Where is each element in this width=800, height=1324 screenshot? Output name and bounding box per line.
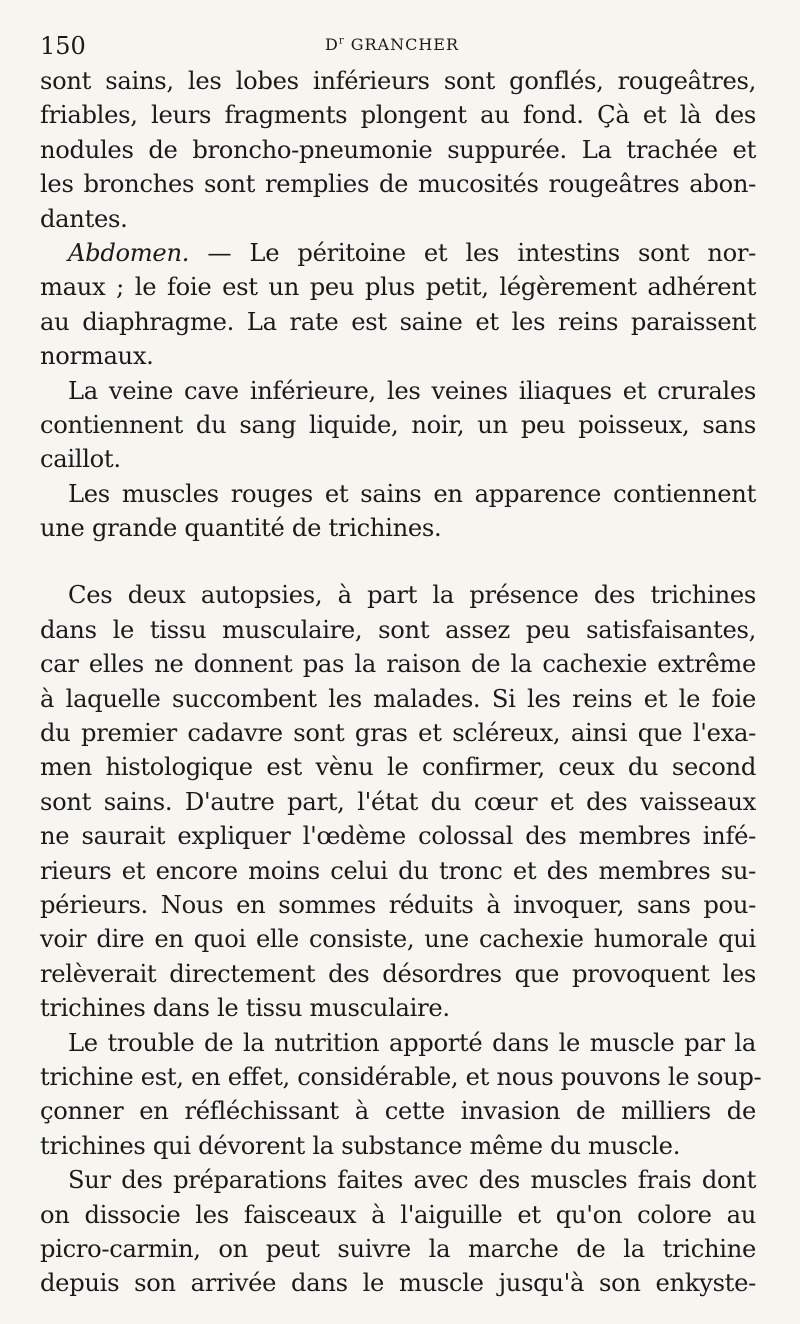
text-line: relèverait directement des désordres que provoquent les — [40, 959, 756, 988]
running-head-sup: r — [338, 35, 345, 47]
text-line: une grande quantité de trichines. — [40, 514, 442, 543]
text-line: çonner en réfléchissant à cette invasion de milliers de — [40, 1097, 756, 1126]
text-line: caillot. — [40, 445, 121, 474]
text-line: nodules de broncho-pneumonie suppurée. La trachée et — [40, 135, 756, 164]
text-line: trichines dans le tissu musculaire. — [40, 994, 450, 1023]
text-line: on dissocie les faisceaux à l'aiguille et qu'on colore au — [40, 1200, 756, 1229]
text-line: normaux. — [40, 342, 154, 371]
text-line: sont sains. D'autre part, l'état du cœur et des vaisseaux — [40, 787, 756, 816]
text-line: maux ; le foie est un peu plus petit, légèrement adhérent — [40, 273, 756, 302]
text-line: rieurs et encore moins celui du tronc et des membres su- — [40, 856, 756, 885]
section-break — [40, 545, 756, 578]
text-line: trichine est, en effet, considérable, et nous pouvons le soup- — [40, 1062, 762, 1091]
text-line: dantes. — [40, 204, 128, 233]
text-line: picro-carmin, on peut suivre la marche de la trichine — [40, 1234, 756, 1263]
text-line: à laquelle succombent les malades. Si les reins et le foie — [40, 684, 756, 713]
section-lead-abdomen: Abdomen. — [68, 238, 190, 267]
text-line: dans le tissu musculaire, sont assez peu satisfaisantes, — [40, 615, 756, 644]
running-head — [40, 28, 752, 58]
text-line: Le trouble de la nutrition apporté dans le muscle par la — [68, 1028, 756, 1057]
text-line — [40, 236, 756, 270]
running-head-title — [325, 35, 459, 54]
text-line: périeurs. Nous en sommes réduits à invoquer, sans pou- — [40, 890, 756, 919]
text-line: La veine cave inférieure, les veines iliaques et crurales — [68, 376, 756, 405]
text-line: Sur des préparations faites avec des muscles frais dont — [68, 1166, 756, 1195]
page-number: 150 — [40, 32, 86, 60]
section-lead-rest: — Le péritoine et les intestins sont nor- — [189, 238, 756, 267]
text-line: contiennent du sang liquide, noir, un peu poisseux, sans — [40, 410, 756, 439]
text-line: sont sains, les lobes inférieurs sont gonflés, rougeâtres, — [40, 67, 756, 95]
text-line: men histologique est vènu le confirmer, ceux du second — [40, 753, 756, 782]
text-line: Les muscles rouges et sains en apparence contiennent — [68, 479, 756, 508]
text-line: au diaphragme. La rate est saine et les reins paraissent — [40, 307, 756, 336]
text-line: voir dire en quoi elle consiste, une cachexie humorale qui — [40, 925, 756, 954]
text-line: Ces deux autopsies, à part la présence des trichines — [68, 581, 756, 610]
text-line: friables, leurs fragments plongent au fond. Çà et là des — [40, 101, 756, 130]
text-line: depuis son arrivée dans le muscle jusqu'à son enkyste- — [40, 1269, 756, 1298]
text-line: ne saurait expliquer l'œdème colossal des membres infé- — [40, 822, 756, 851]
text-line: trichines qui dévorent la substance même du muscle. — [40, 1131, 681, 1160]
text-line: les bronches sont remplies de mucosités rougeâtres abon- — [40, 170, 756, 199]
running-head-name: GRANCHER — [344, 35, 459, 54]
text-line: car elles ne donnent pas la raison de la cachexie extrême — [40, 650, 756, 679]
body-text — [40, 64, 762, 1301]
text-line: du premier cadavre sont gras et scléreux, ainsi que l'exa- — [40, 719, 756, 748]
running-head-prefix: D — [325, 35, 339, 54]
